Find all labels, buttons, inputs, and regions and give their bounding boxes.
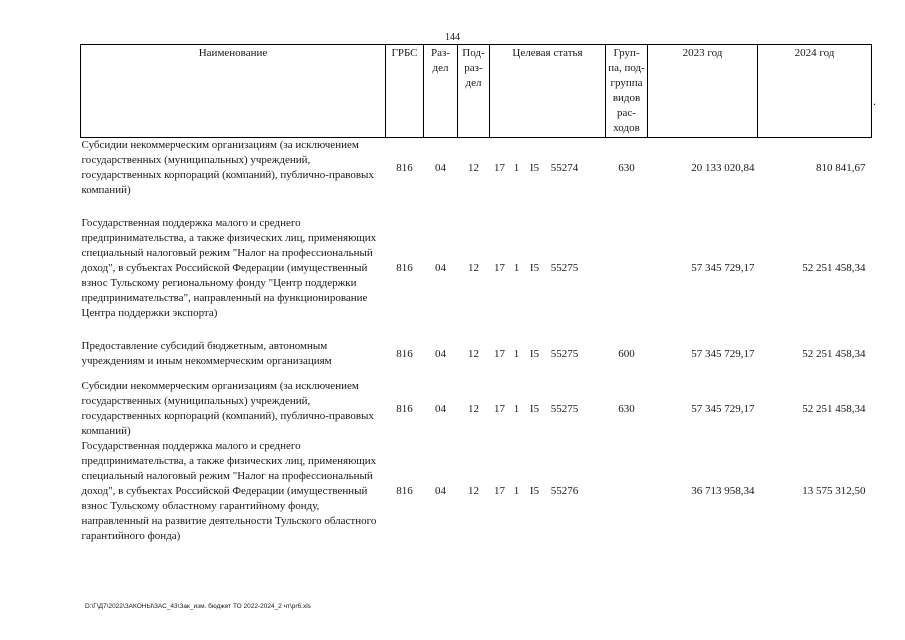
row-group: 630 [618, 161, 635, 174]
row-razdel: 04 [435, 161, 446, 174]
row-gap-cell [81, 198, 872, 216]
row-gap-cell [81, 321, 872, 339]
header-podrazdel: Под-раз-дел [458, 45, 490, 138]
row-target-direction: 55275 [550, 347, 579, 360]
row-group [606, 439, 648, 544]
row-gap [81, 369, 872, 379]
row-target-type: 1 [513, 347, 520, 360]
row-name: Субсидии некоммерческим организациям (за исключением государственных (муниципальных) учреждений, государственных корпораций (компаний), публично-правовых компаний) [81, 380, 374, 437]
header-grbs: ГРБС [386, 45, 424, 138]
row-2023: 57 345 729,17 [691, 262, 755, 274]
row-target-program: 17 [494, 262, 505, 274]
header-group: Груп-па, под-группа видов рас-ходов [606, 45, 648, 138]
row-target-type: 1 [513, 262, 520, 274]
row-target-project: I5 [529, 402, 540, 415]
row-target-project: I5 [529, 485, 540, 497]
row-gap [81, 321, 872, 339]
row-target-program: 17 [494, 161, 505, 174]
header-row [81, 45, 872, 138]
row-gap [81, 198, 872, 216]
row-target-program: 17 [494, 485, 505, 497]
row-target-type: 1 [513, 402, 520, 415]
row-name: Государственная поддержка малого и среднего предпринимательства, а также физических лиц, применяющих специальный налоговый режим "Налог на профессиональный доход", в субъектах Российской Федерации (имущественный взнос Тульскому региональному фонду "Центр поддержки предпринимательства", направленный на функционирование Центра поддержки экспорта) [81, 217, 377, 319]
row-razdel: 04 [435, 262, 446, 274]
row-target-type: 1 [513, 485, 520, 497]
row-2024: 13 575 312,50 [802, 485, 866, 497]
row-target-direction: 55274 [550, 161, 579, 174]
row-2024: 810 841,67 [816, 161, 866, 174]
row-group [606, 216, 648, 321]
row-podrazdel: 12 [468, 485, 479, 497]
header-2023: 2023 год [648, 45, 758, 138]
row-target-direction: 55276 [550, 485, 579, 497]
row-grbs: 816 [396, 262, 413, 274]
row-grbs: 816 [396, 402, 413, 415]
row-target [490, 138, 606, 199]
row-target-type: 1 [513, 161, 520, 174]
row-grbs: 816 [396, 347, 413, 360]
row-name: Субсидии некоммерческим организациям (за исключением государственных (муниципальных) учреждений, государственных корпораций (компаний), публично-правовых компаний) [81, 139, 374, 196]
row-2023: 36 713 958,34 [691, 485, 755, 497]
row-grbs: 816 [396, 485, 413, 497]
row-target [490, 439, 606, 544]
footer-file-path: D:\Г\Д7\2022\ЗАКОНЫ\ЗАС_43\Зак_изм. бюджет ТО 2022-2024_2 чт\pr6.xls [85, 603, 311, 610]
stray-mark: . [873, 94, 876, 108]
row-name: Предоставление субсидий бюджетным, автономным учреждениям и иным некоммерческим организациям [81, 340, 332, 367]
row-2023: 57 345 729,17 [691, 347, 755, 360]
row-target-direction: 55275 [550, 262, 579, 274]
row-podrazdel: 12 [468, 161, 479, 174]
row-target [490, 379, 606, 439]
row-target-project: I5 [529, 262, 540, 274]
row-group: 600 [618, 347, 635, 360]
row-target-project: I5 [529, 347, 540, 360]
row-gap-cell [81, 369, 872, 379]
row-target [490, 339, 606, 369]
row-target [490, 216, 606, 321]
row-2024: 52 251 458,34 [802, 347, 866, 360]
row-grbs: 816 [396, 161, 413, 174]
row-target-direction: 55275 [550, 402, 579, 415]
table-row [81, 339, 872, 369]
row-podrazdel: 12 [468, 347, 479, 360]
row-target-project: I5 [529, 161, 540, 174]
row-razdel: 04 [435, 347, 446, 360]
row-2023: 20 133 020,84 [691, 161, 755, 174]
row-target-program: 17 [494, 402, 505, 415]
header-2024: 2024 год [758, 45, 872, 138]
row-razdel: 04 [435, 485, 446, 497]
table-row [81, 379, 872, 439]
row-target-program: 17 [494, 347, 505, 360]
header-name: Наименование [81, 45, 386, 138]
header-target: Целевая статья [490, 45, 606, 138]
table-row [81, 216, 872, 321]
row-2024: 52 251 458,34 [802, 262, 866, 274]
row-razdel: 04 [435, 402, 446, 415]
table-row [81, 439, 872, 544]
row-podrazdel: 12 [468, 402, 479, 415]
row-name: Государственная поддержка малого и среднего предпринимательства, а также физических лиц, применяющих специальный налоговый режим "Налог на профессиональный доход", в субъектах Российской Федерации (имущественный взнос Тульскому областному гарантийному фонду, направленный на развитие деятельности Тульского областного гарантийного фонда) [81, 440, 377, 542]
budget-table [80, 44, 872, 544]
row-2023: 57 345 729,17 [691, 402, 755, 415]
table-row [81, 138, 872, 199]
page-number: 144 [445, 32, 460, 43]
row-group: 630 [618, 402, 635, 415]
header-razdel: Раз-дел [424, 45, 458, 138]
row-2024: 52 251 458,34 [802, 402, 866, 415]
row-podrazdel: 12 [468, 262, 479, 274]
